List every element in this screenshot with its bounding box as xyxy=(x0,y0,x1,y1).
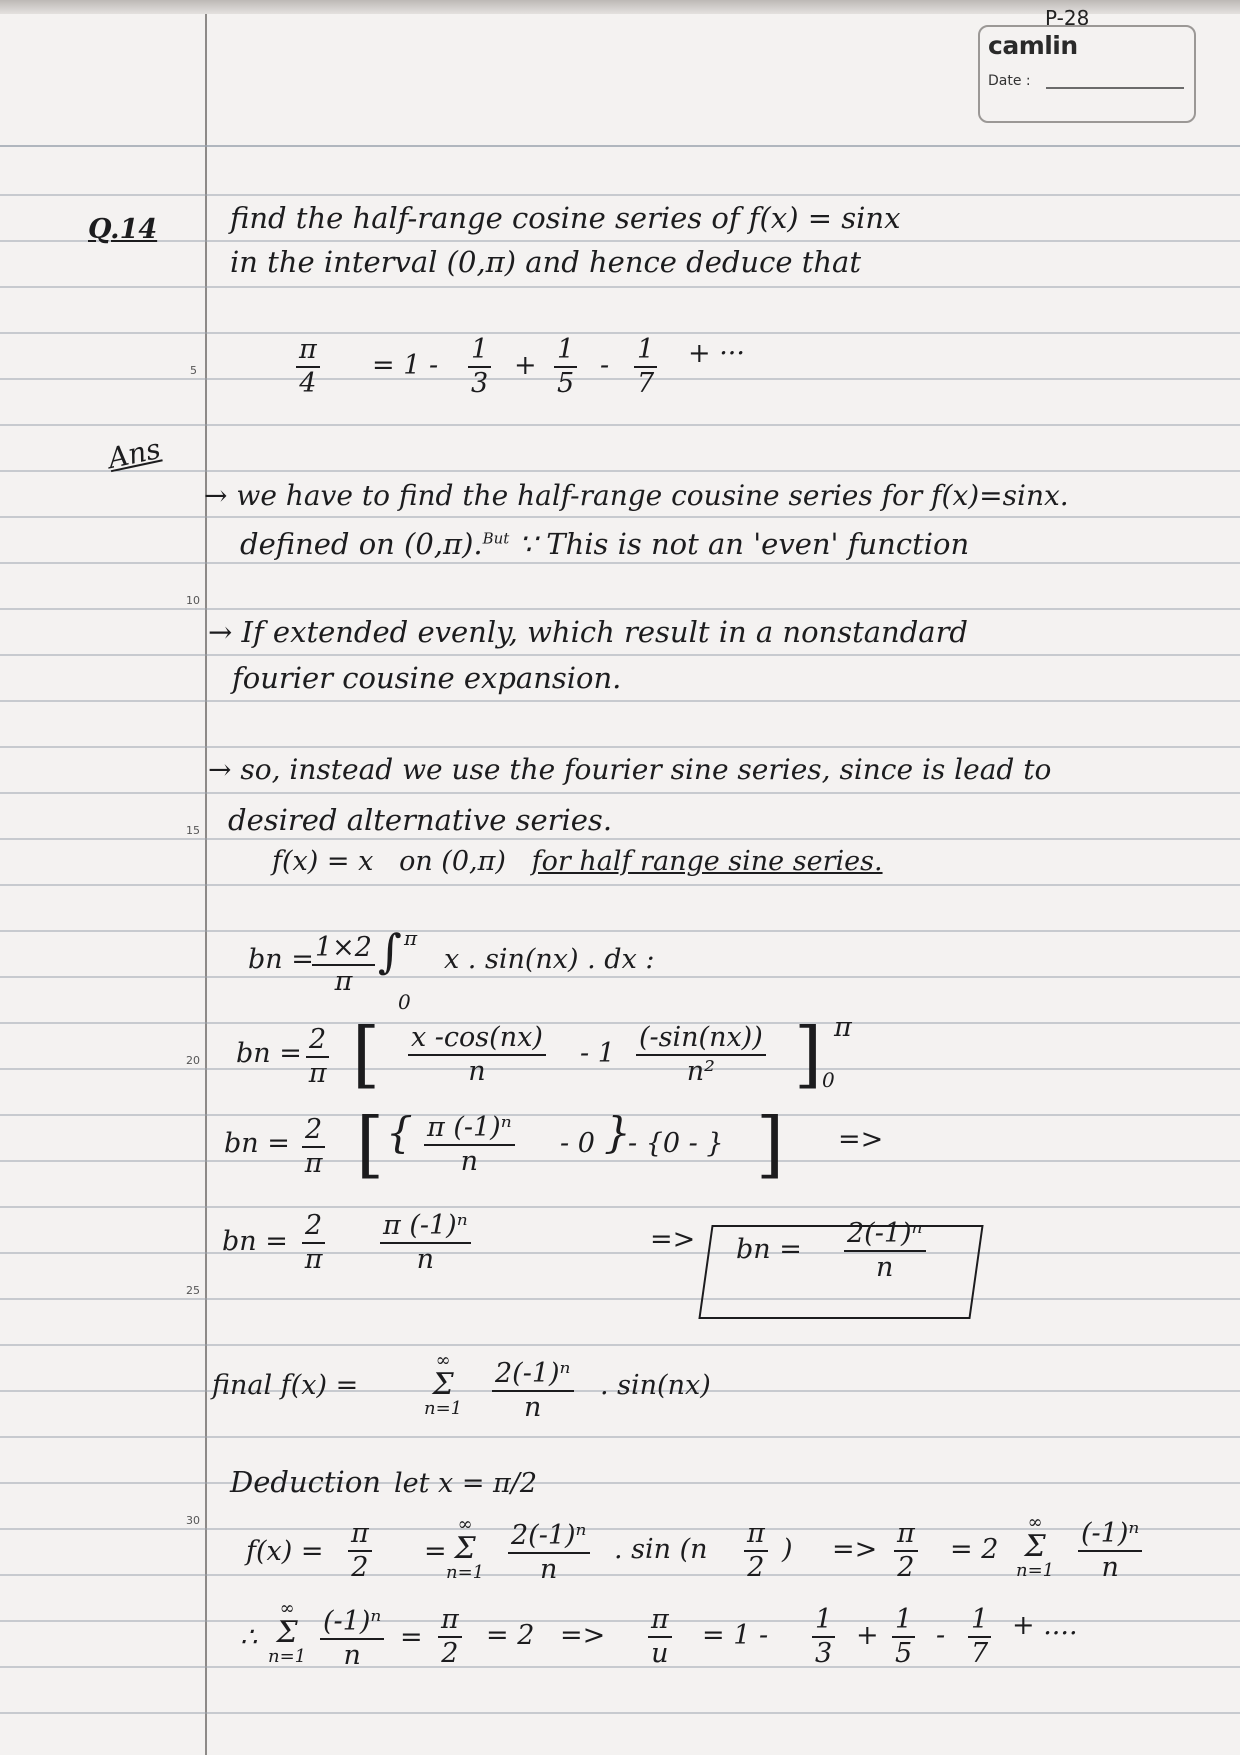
fraction: $\frac{1}{7}$ xyxy=(968,1606,991,1669)
summation: ∞ Σ n=1 xyxy=(424,1350,463,1419)
deduction-let: let x = π/2 xyxy=(394,1468,538,1499)
bn-lhs: bn = xyxy=(248,944,314,975)
right-bracket: ] xyxy=(794,1012,823,1096)
series-minus: - xyxy=(600,350,610,381)
answer-label: Ans xyxy=(105,431,164,476)
right-brace: } xyxy=(604,1108,631,1157)
question-label: Q.14 xyxy=(88,214,158,245)
eval-lower: 0 xyxy=(822,1068,835,1092)
fraction: $\frac{\text{2(-1)ⁿ}}{n}$ xyxy=(508,1522,590,1585)
fraction: $\frac{\pi}{4}$ xyxy=(296,336,320,399)
fraction: $\frac{x -\cos(nx)}{n}$ xyxy=(408,1024,546,1087)
answer-line-4: fourier cousine expansion. xyxy=(232,661,622,695)
fraction: $\frac{1}{7}$ xyxy=(634,336,657,399)
d1-eq: = xyxy=(424,1536,447,1567)
line-number: 10 xyxy=(186,594,200,607)
d1-lhs: f(x) = xyxy=(246,1536,324,1567)
line-number: 30 xyxy=(186,1514,200,1527)
final-term-tail: . sin(nx) xyxy=(600,1370,711,1401)
integral-lower: 0 xyxy=(398,990,411,1014)
bn3-rest-b: - {0 - } xyxy=(628,1128,724,1159)
integrand: x . sin(nx) . dx : xyxy=(444,944,655,975)
arrow: => xyxy=(832,1534,878,1565)
page-number: P-28 xyxy=(1045,6,1090,30)
bn-lhs: bn = xyxy=(224,1128,290,1159)
deduction-label: Deduction xyxy=(230,1465,381,1499)
fraction: $\frac{\pi}{u}$ xyxy=(648,1606,672,1669)
fraction: $\frac{2}{\pi}$ xyxy=(302,1212,325,1275)
boxed-fraction: $\frac{\text{2(-1)ⁿ}}{n}$ xyxy=(844,1220,926,1283)
bn-lhs: bn = xyxy=(222,1226,288,1257)
fraction: $\frac{1}{3}$ xyxy=(812,1606,835,1669)
fraction: $\frac{\text{π (-1)ⁿ}}{n}$ xyxy=(380,1212,471,1275)
therefore: ∴ xyxy=(240,1622,258,1653)
integral-sign: ∫ xyxy=(378,924,402,978)
d2-plus: + xyxy=(856,1620,879,1651)
eval-upper: π xyxy=(834,1012,852,1043)
arrow: => xyxy=(650,1224,696,1255)
boxed-lhs: bn = xyxy=(736,1234,802,1265)
line-number: 25 xyxy=(186,1284,200,1297)
answer-line-6: desired alternative series. xyxy=(228,803,613,837)
fraction: $\frac{\pi}{2}$ xyxy=(744,1520,768,1583)
line-number: 5 xyxy=(190,364,197,377)
answer-line-7: f(x) = x on (0,π) for half range sine series. xyxy=(272,846,883,877)
summation: ∞ Σ n=1 xyxy=(446,1514,485,1583)
fraction: $\frac{1\times 2}{\pi}$ xyxy=(312,934,375,997)
question-line-2: in the interval (0,π) and hence deduce that xyxy=(230,245,862,279)
answer-line-3: → If extended evenly, which result in a nonstandard xyxy=(208,615,968,649)
brand-date-box xyxy=(978,25,1196,123)
arrow: => xyxy=(838,1124,884,1155)
series-plus: + xyxy=(514,350,537,381)
bn3-rest-a: - 0 xyxy=(560,1128,595,1159)
d1-close: ) xyxy=(782,1534,793,1565)
left-bracket: [ xyxy=(352,1012,381,1096)
fraction: $\frac{\text{(-1)ⁿ}}{n}$ xyxy=(320,1608,384,1671)
d2-minus: - xyxy=(936,1620,946,1651)
brand-logo: camlin xyxy=(988,31,1078,60)
line-number: 20 xyxy=(186,1054,200,1067)
fraction: $\frac{\text{(-1)ⁿ}}{n}$ xyxy=(1078,1520,1142,1583)
fraction: $\frac{\text{π (-1)ⁿ}}{n}$ xyxy=(424,1114,515,1177)
final-label: final f(x) = xyxy=(212,1370,359,1401)
d2-eq3: = 1 - xyxy=(702,1620,769,1651)
date-label: Date : xyxy=(988,73,1031,89)
line-number: 15 xyxy=(186,824,200,837)
bn2-mid: - 1 xyxy=(580,1038,615,1069)
date-line xyxy=(1046,87,1184,89)
summation: ∞ Σ n=1 xyxy=(268,1598,307,1667)
fraction: $\frac{1}{3}$ xyxy=(468,336,491,399)
summation: ∞ Σ n=1 xyxy=(1016,1512,1055,1581)
d2-eq2: = 2 xyxy=(486,1620,535,1651)
fraction: $\frac{\pi}{2}$ xyxy=(348,1520,372,1583)
left-brace: { xyxy=(386,1108,413,1157)
question-line-1: find the half-range cosine series of f(x) = sinx xyxy=(230,201,901,235)
right-bracket: ] xyxy=(756,1102,785,1186)
fraction: $\frac{1}{5}$ xyxy=(554,336,577,399)
series-tail: + ··· xyxy=(688,338,745,369)
fraction: $\frac{(-\sin(nx))}{\text{n²}}$ xyxy=(636,1024,766,1087)
d2-eq: = xyxy=(400,1622,423,1653)
d1-sin: . sin (n xyxy=(614,1534,708,1565)
fraction: $\frac{1}{5}$ xyxy=(892,1606,915,1669)
arrow: => xyxy=(560,1620,606,1651)
bn-lhs: bn = xyxy=(236,1038,302,1069)
d2-tail: + .... xyxy=(1012,1610,1078,1641)
d1-eq2: = 2 xyxy=(950,1534,999,1565)
series-eq: = 1 - xyxy=(372,350,439,381)
fraction: $\frac{2}{\pi}$ xyxy=(306,1026,329,1089)
answer-line-5: → so, instead we use the fourier sine series, since is lead to xyxy=(208,753,1052,786)
fraction: $\frac{\pi}{2}$ xyxy=(894,1520,918,1583)
fraction: $\frac{\text{2(-1)ⁿ}}{n}$ xyxy=(492,1360,574,1423)
answer-line-2: defined on (0,π).$^{But}$ ∵ This is not an 'even' function xyxy=(240,527,970,561)
integral-upper: π xyxy=(404,926,418,950)
fraction: $\frac{\pi}{2}$ xyxy=(438,1606,462,1669)
left-bracket: [ xyxy=(356,1102,385,1186)
fraction: $\frac{2}{\pi}$ xyxy=(302,1116,325,1179)
answer-line-1: → we have to find the half-range cousine series for f(x)=sinx. xyxy=(204,479,1069,512)
